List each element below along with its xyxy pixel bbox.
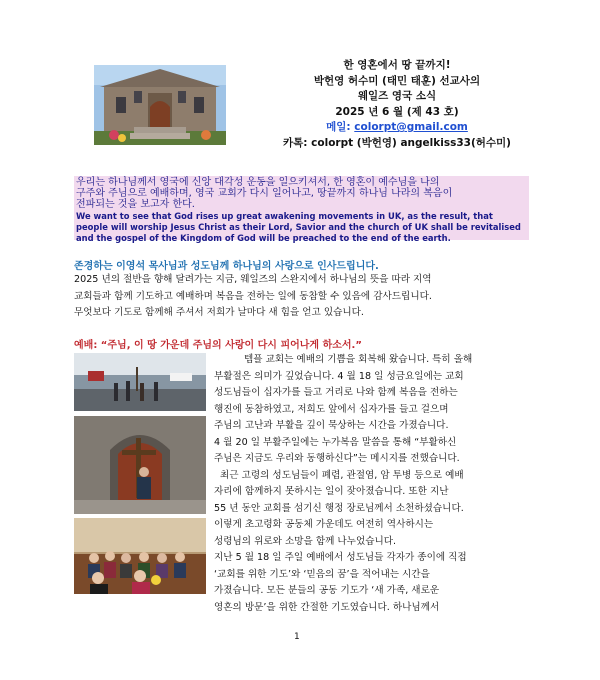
worship-title: 예배: “주님, 이 땅 가운데 주님의 사랑이 다시 피어나게 하소서.”: [74, 340, 362, 351]
worship-line: 부활절은 의미가 깊었습니다. 4 월 18 일 성금요일에는 교회: [214, 370, 464, 382]
greeting-line: 2025 년의 절반을 향해 달려가는 지금, 웨일즈의 스완지에서 하나님의 뜻을 따라 지역: [74, 274, 432, 285]
worship-line: 주님의 고난과 부활을 깊이 묵상하는 시간을 가졌습니다.: [214, 420, 449, 431]
greeting-title: 존경하는 이영석 목사님과 성도님께 하나님의 사랑으로 인사드립니다.: [74, 261, 379, 272]
vision-en-line: We want to see that God rises up great awakening movements in UK, as the result, that: [76, 211, 493, 221]
worship-line: 자리에 함께하지 못하시는 일이 잦아졌습니다. 또한 지난: [214, 486, 449, 497]
worship-line: ‘교회를 위한 기도’와 ‘믿음의 꿈’을 적어내는 시간을: [214, 568, 430, 580]
email-label: 메일:: [326, 121, 355, 133]
page-number: 1: [294, 632, 300, 642]
worship-line: 55 년 동안 교회를 섬기신 행정 장로님께서 소천하셨습니다.: [214, 502, 464, 514]
header-subtitle: 웨일즈 영국 소식: [357, 90, 437, 102]
worship-line: 4 월 20 일 부활주일에는 누가복음 말씀을 통해 “부활하신: [214, 436, 457, 448]
vision-ko-line: 전파되는 것을 보고자 한다.: [76, 199, 195, 210]
worship-line: 템플 교회는 예배의 기쁨을 회복해 왔습니다. 특히 올해: [244, 354, 473, 365]
header-kakao: 카톡: colorpt (박헌영) angelkiss33(허수미): [283, 136, 511, 149]
newsletter-header: [232, 58, 562, 151]
vision-box: [74, 176, 529, 243]
greeting-paragraph: [74, 272, 529, 322]
worship-line: 이렇게 초고령화 공동체 가운데도 여전히 역사하시는: [214, 519, 434, 530]
header-missionaries: 박헌영 허수미 (태민 태훈) 선교사의: [313, 74, 481, 87]
church-photo: [94, 65, 226, 145]
worship-line: 지난 5 월 18 일 주일 예배에서 성도님들 각자가 종이에 직접: [214, 552, 467, 563]
header-issue: 2025 년 6 월 (제 43 호): [335, 105, 459, 118]
congregation-photo: [74, 518, 206, 594]
worship-line: 행진에 동참하였고, 저희도 앞에서 십자가를 들고 걸으며: [214, 403, 449, 415]
header-email-line: [232, 120, 562, 136]
worship-line: 주님은 지금도 우리와 동행하신다”는 메시지를 전했습니다.: [214, 453, 460, 464]
worship-paragraph: [214, 352, 530, 616]
vision-ko-line: 구주와 주님으로 예배하며, 영국 교회가 다시 일어나고, 땅끝까지 하나님 나라의 복음이: [76, 188, 453, 199]
cross-photo: [74, 416, 206, 514]
vision-english: [74, 211, 529, 244]
vision-korean: [74, 176, 529, 211]
vision-en-line: and the gospel of the Kingdom of God will be preached to the end of the earth.: [76, 233, 451, 243]
worship-line: 가졌습니다. 모든 분들의 공동 기도가 ‘새 가족, 새로운: [214, 585, 440, 596]
worship-line: 성령님의 위로와 소망을 함께 나누었습니다.: [214, 535, 397, 547]
harbour-photo: [74, 353, 206, 411]
header-slogan: 한 영혼에서 땅 끝까지!: [343, 59, 451, 71]
worship-line: 영혼의 방문’을 위한 간절한 기도였습니다. 하나님께서: [214, 601, 440, 613]
vision-en-line: people will worship Jesus Christ as their Lord, Savior and the church of UK shall be revitalised: [76, 222, 521, 232]
worship-line: 최근 고령의 성도님들이 폐렴, 관절염, 암 투병 등으로 예배: [220, 469, 464, 481]
worship-line: 성도님들이 십자가를 들고 거리로 나와 함께 복음을 전하는: [214, 387, 458, 398]
greeting-line: 무엇보다 기도로 함께해 주셔서 저희가 날마다 새 힘을 얻고 있습니다.: [74, 307, 364, 318]
greeting-line: 교회들과 함께 기도하고 예배하며 복음을 전하는 일에 동참할 수 있음에 감사드립니다.: [74, 290, 432, 302]
email-link[interactable]: colorpt@gmail.com: [354, 121, 468, 133]
vision-ko-line: 우리는 하나님께서 영국에 신앙 대각성 운동을 일으키셔서, 한 영혼이 예수님을 나의: [76, 177, 440, 188]
